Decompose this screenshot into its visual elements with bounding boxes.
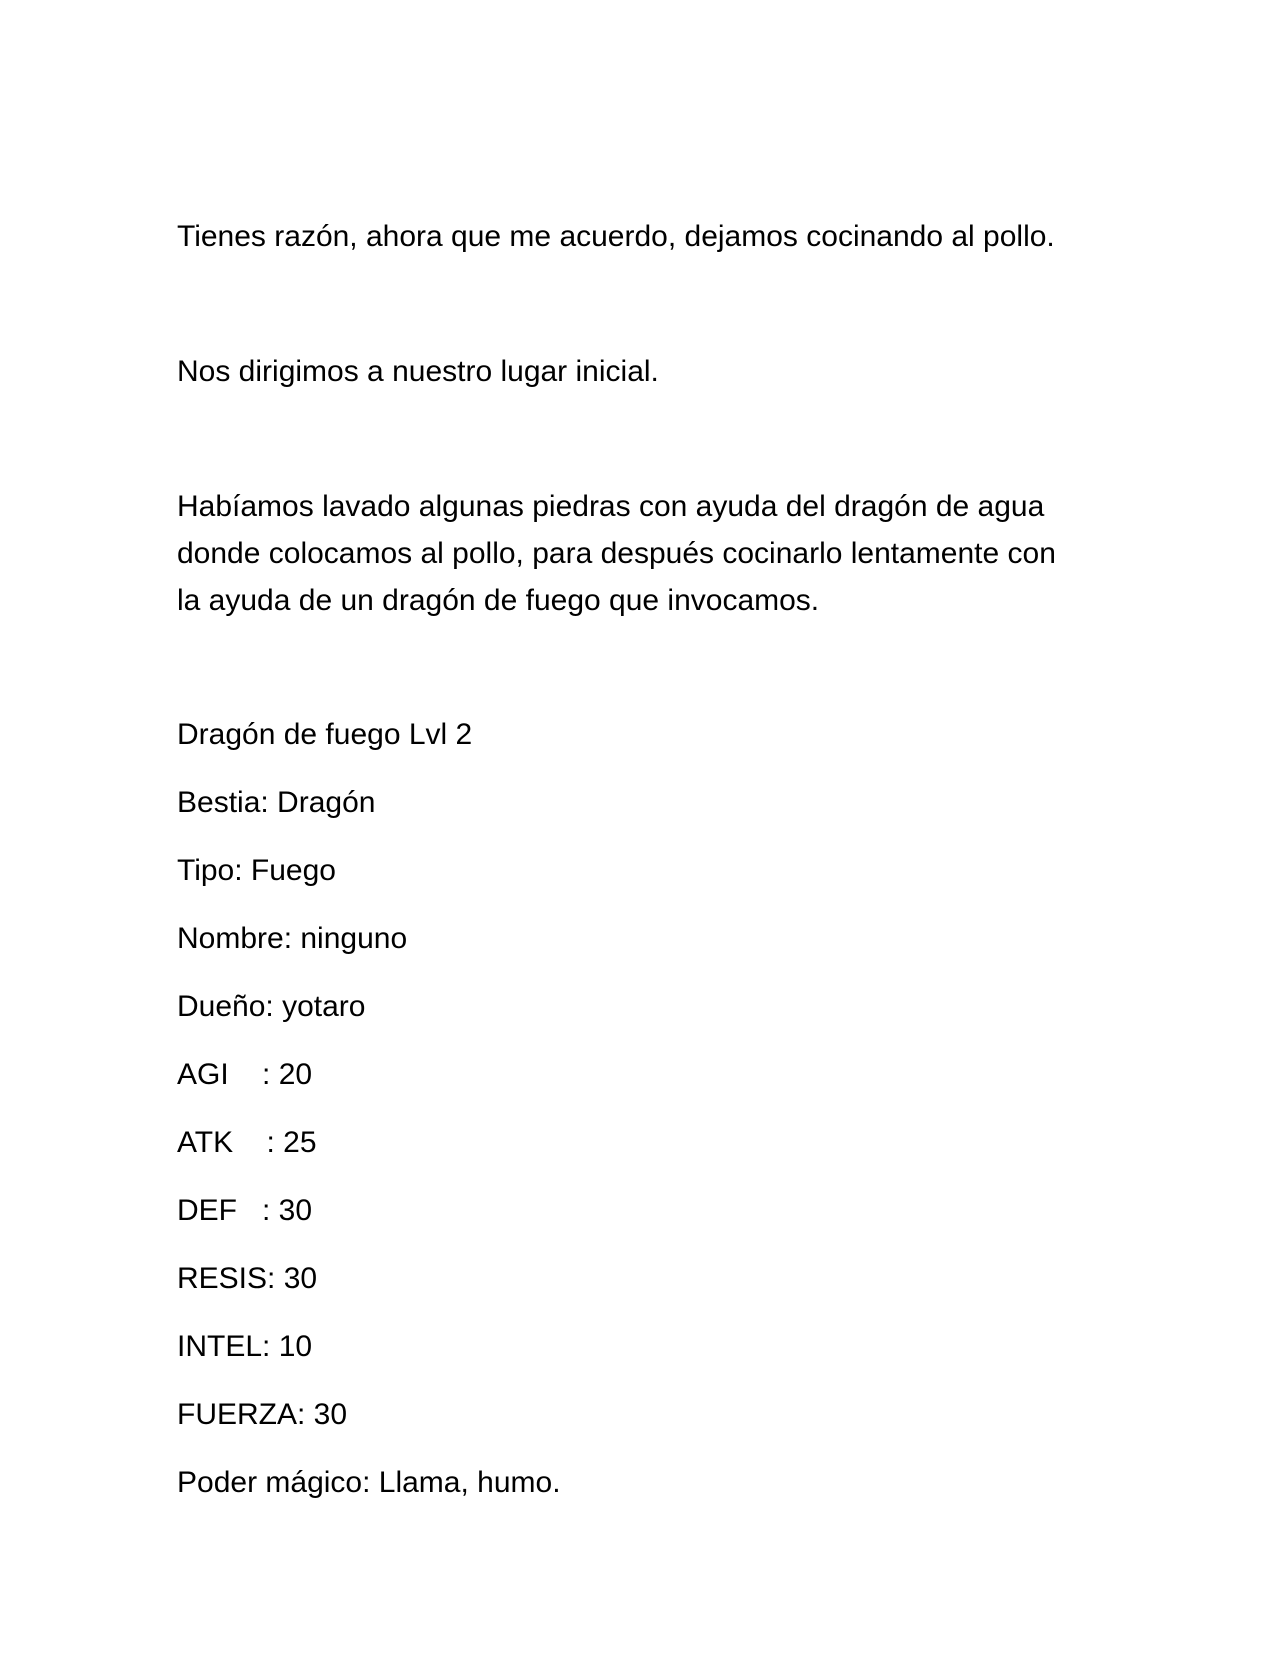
stat-line-tipo: Tipo: Fuego xyxy=(177,854,336,887)
stat-line-agi: AGI : 20 xyxy=(177,1058,313,1091)
stat-title: Dragón de fuego Lvl 2 xyxy=(177,718,473,751)
stat-line-nombre: Nombre: ninguno xyxy=(177,922,408,955)
stat-line-poder-magico: Poder mágico: Llama, humo. xyxy=(177,1466,561,1499)
stat-line-dueno: Dueño: yotaro xyxy=(177,990,366,1023)
paragraph-3-line-1: Habíamos lavado algunas piedras con ayuda del dragón de agua xyxy=(177,490,1045,523)
paragraph-2: Nos dirigimos a nuestro lugar inicial. xyxy=(177,355,659,388)
paragraph-3-line-2: donde colocamos al pollo, para después cocinarlo lentamente con xyxy=(177,537,1056,570)
stat-line-bestia: Bestia: Dragón xyxy=(177,786,376,819)
stat-line-atk: ATK : 25 xyxy=(177,1126,317,1159)
stat-line-resis: RESIS: 30 xyxy=(177,1262,318,1295)
stat-line-fuerza: FUERZA: 30 xyxy=(177,1398,348,1431)
stat-line-intel: INTEL: 10 xyxy=(177,1330,313,1363)
paragraph-1: Tienes razón, ahora que me acuerdo, dejamos cocinando al pollo. xyxy=(177,220,1055,253)
stat-line-def: DEF : 30 xyxy=(177,1194,313,1227)
paragraph-3-line-3: la ayuda de un dragón de fuego que invocamos. xyxy=(177,584,820,617)
